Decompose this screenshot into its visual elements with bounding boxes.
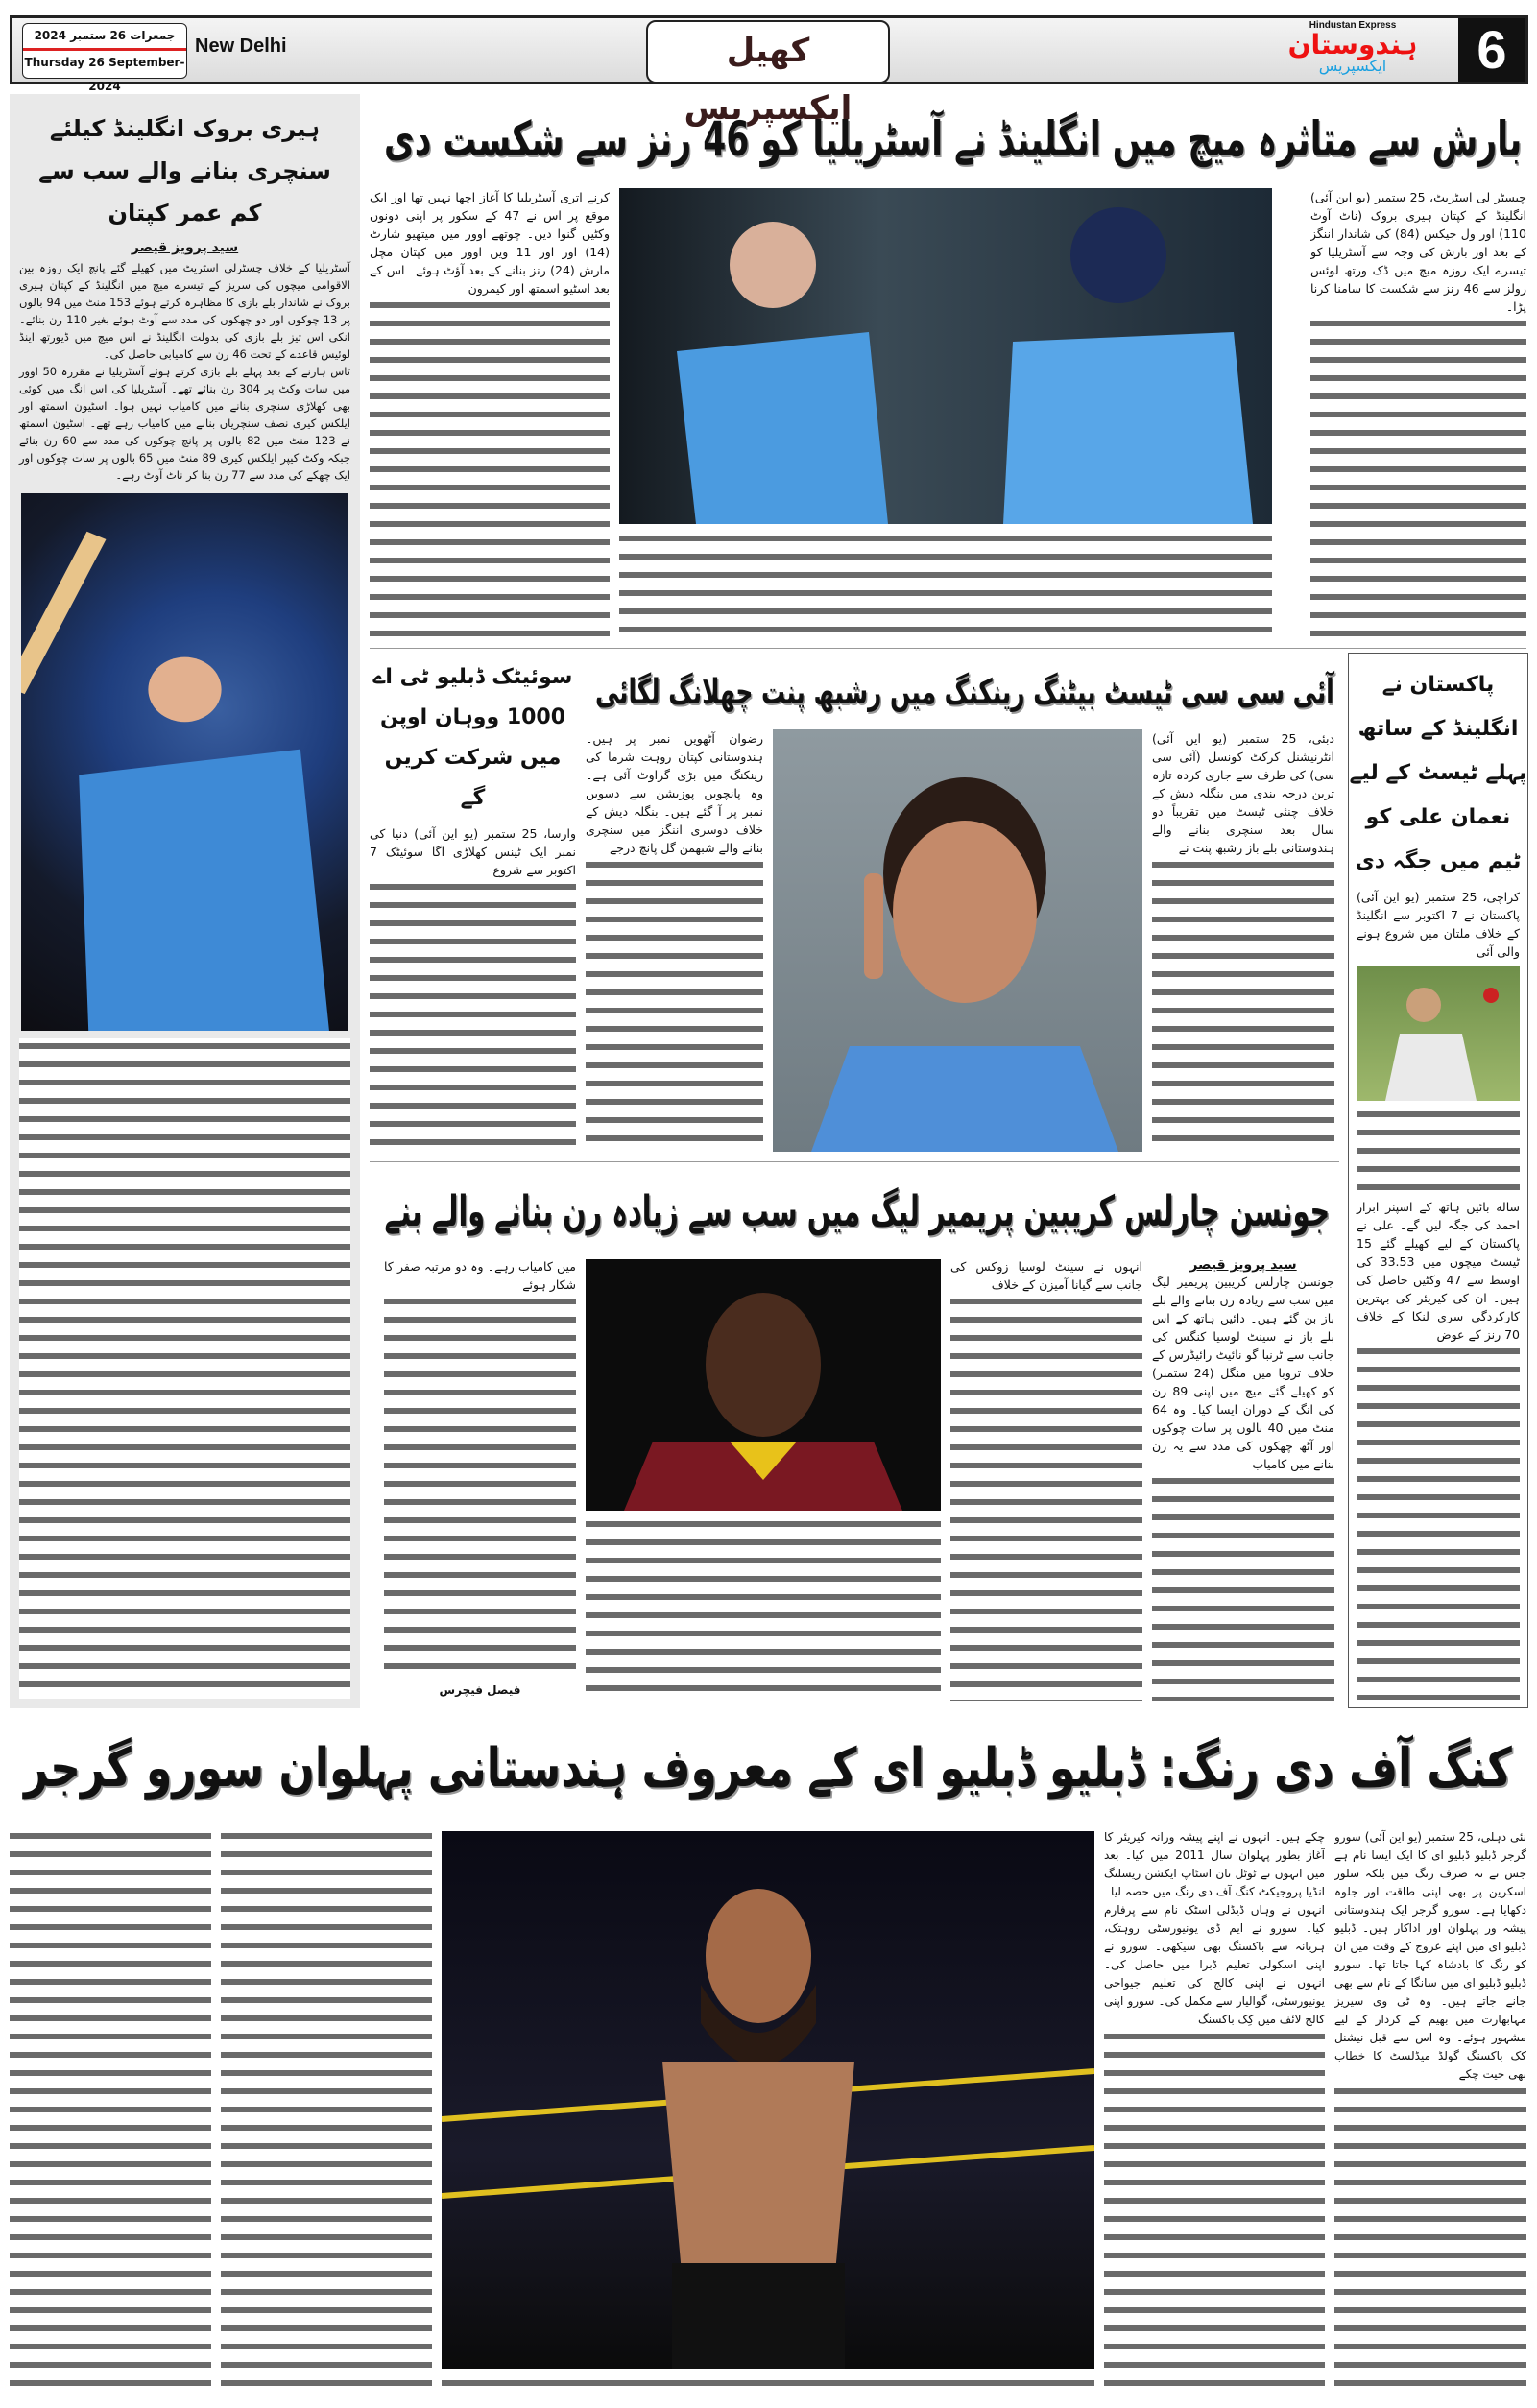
page-number: 6	[1458, 18, 1525, 82]
johnson-charles-col2	[950, 1257, 1142, 1701]
johnson-charles-headline	[379, 1173, 1334, 1250]
icc-ranking-lead: دبئی، 25 ستمبر (یو این آئی) انٹرنیشنل کرکٹ کونسل (آئی سی سی) کی طرف سے جاری کردہ تازہ ترین درجہ بندی میں بنگلہ دیش کے خلاف چنئی ٹیسٹ میں تقریباً دو سال بعد سنچری بنانے والے ہندوستانی بلے باز رشبھ پنت نے	[1152, 731, 1334, 855]
saurav-gurjar-photo	[442, 1831, 1094, 2369]
brook-photo	[21, 493, 348, 1031]
pakistan-text	[1357, 1107, 1520, 1198]
newspaper-logo	[1257, 20, 1449, 82]
main-match-col2	[370, 188, 610, 639]
swiatek-article	[370, 657, 576, 1155]
saurav-gurjar-text-col2-cont	[1104, 2029, 1325, 2396]
brook-para-1: آسٹریلیا کے خلاف چسٹرلی اسٹریٹ میں کھیلے گئے پانچ ایک روزہ بین الاقوامی میچوں کی سریز کے تیسرے میچ میں انگلینڈ کے کپتان ہیری بروک نے شاندار بلے بازی کا مظاہرہ کرتے ہوئے 153 منٹ میں 94 بالوں پر 13 چوکوں اور دو چھکوں کی مدد سے آوٹ ہوئے بغیر 110 رن بنائے۔ انکی اس تیز بلے بازی کی بدولت انگلینڈ نے اس میچ میں ڈیورتھ اینڈ لوئیس قاعدے کے تحت 46 رن سے کامیابی حاصل کی۔	[19, 261, 350, 361]
saurav-gurjar-text-col4	[10, 1828, 211, 2395]
logo-english: Hindustan Express	[1309, 20, 1397, 31]
masthead	[10, 15, 1528, 128]
main-match-text-under-photo	[619, 531, 1272, 638]
main-match-headline-text: بارش سے متاثرہ میچ میں انگلینڈ نے آسٹریلیا کو 46 رنز سے شکست دی	[383, 111, 1523, 167]
main-match-headline	[379, 96, 1526, 182]
bowler-illustration	[1357, 966, 1520, 1101]
johnson-charles-text-col1	[1152, 1473, 1334, 1701]
main-match-text-col1	[1310, 316, 1526, 639]
main-match-text-col2: کرنے اتری آسٹریلیا کا آغاز اچھا نہیں تھا اور ایک موقع پر اس نے 47 کے سکور پر اپنی دونوں وکٹیں گنوا دیں۔ چوتھے اوور میں میتھیو شارٹ (14) اور اور 11 ویں اوور میں کپتان مچل مارش (24) رنز بنانے کے بعد آؤٹ ہوئے۔ اس کے بعد اسٹیو اسمتھ اور کیمرون	[370, 190, 610, 296]
features-credit: فیصل فیچرس	[439, 1683, 521, 1697]
icc-ranking-text-col2-cont	[586, 857, 763, 1152]
pakistan-lead: کراچی، 25 ستمبر (یو این آئی) پاکستان نے 7 اکتوبر سے انگلینڈ کے خلاف ملتان میں شروع ہونے والی آئی	[1357, 890, 1520, 959]
rishabh-pant-photo	[773, 729, 1142, 1152]
swiatek-headline: سوئیٹک ڈبلیو ٹی اے 1000 ووہان اوپن میں شرکت کریں گے	[372, 665, 573, 810]
saurav-gurjar-text-col1-cont	[1334, 2084, 1526, 2396]
swiatek-text	[370, 879, 576, 1155]
logo-urdu-top: ہندوستان	[1287, 29, 1418, 60]
saurav-gurjar-headline	[19, 1720, 1517, 1816]
batsman-raising-bat-illustration	[21, 493, 348, 1031]
cricketer-portrait-illustration	[773, 729, 1142, 1152]
saurav-gurjar-col1	[1334, 1828, 1526, 2396]
saurav-gurjar-text-under-photo	[442, 2375, 1094, 2396]
main-match-lead: چیسٹر لی اسٹریٹ، 25 ستمبر (یو این آئی) انگلینڈ کے کپتان ہیری بروک (ناٹ آوٹ 110) اور ول جیکس (84) کی شاندار اننگز کے بعد اور بارش کی وجہ سے آسٹریلیا کو تیسرے ایک روزہ میچ میں ڈک ورتھ لوئس رولز سے 46 رنز سے شکست کا سامنا کرنا پڑا۔	[1310, 190, 1526, 314]
england-players-celebrating-illustration	[619, 188, 1272, 524]
brook-sidebar	[10, 94, 360, 1708]
johnson-charles-text-col3: میں کامیاب رہے۔ وہ دو مرتبہ صفر کا شکار ہوئے	[384, 1259, 576, 1292]
johnson-charles-col1	[1152, 1257, 1334, 1701]
pakistan-text-col2: ساله بائیں ہاتھ کے اسپنر ابرار احمد کی جگہ لیں گے۔ علی نے پاکستان کے لیے کھیلے گئے 15 ٹیسٹ میچوں میں 33.53 کی اوسط سے 47 وکٹیں حاصل کی ہیں۔ ان کی کیریئر کی بہترین کارکردگی سری لنکا کے خلاف 70 رنز کے عوض	[1357, 1200, 1521, 1342]
saurav-gurjar-text-col3	[221, 1828, 432, 2395]
date-urdu: جمعرات 26 ستمبر 2024	[23, 24, 186, 51]
icc-ranking-headline-text: آئی سی سی ٹیسٹ بیٹنگ رینکنگ میں رشبھ پنت چھلانگ لگائی	[595, 672, 1334, 712]
johnson-charles-text-under-photo	[586, 1516, 941, 1701]
johnson-charles-lead: جونسن چارلس کریبین پریمیر لیگ میں سب سے زیادہ رن بنانے والے بلے باز بن گئے ہیں۔ دائیں ہاتھ کے اس بلے باز نے سینٹ لوسیا کنگس کی جانب سے ٹرنبا گو نائیٹ رائیڈرس کے خلاف تروبا میں منگل (24 ستمبر) کو کھیلے گئے میچ میں اپنی 89 رن کی انگ کے دوران ایسا کیا۔ وہ 64 منٹ میں 40 بالوں پر سات چوکوں اور آٹھ چھکوں کی مدد سے یہ رن بنانے میں کامیاب	[1152, 1275, 1334, 1471]
main-match-col1	[1310, 188, 1526, 639]
johnson-charles-byline: سید پرویز قیصر	[1189, 1257, 1297, 1273]
swiatek-lead: وارسا، 25 ستمبر (یو این آئی) دنیا کی نمبر ایک ٹینس کھلاڑی اگا سوئیٹک 7 اکتوبر سے شروع	[370, 826, 576, 877]
brook-byline: سید پرویز قیصر	[131, 240, 239, 255]
main-match-photo	[619, 188, 1272, 524]
brook-continued-text	[19, 1038, 350, 1699]
divider	[370, 648, 1526, 649]
pakistan-headline: پاکستان نے انگلینڈ کے ساتھ پہلے ٹیسٹ کے لیے نعمان علی کو ٹیم میں جگہ دی	[1349, 673, 1527, 873]
date-box	[22, 23, 187, 93]
johnson-charles-text-col3-cont	[384, 1294, 576, 1678]
pakistan-box	[1348, 653, 1528, 1708]
brook-para-2: ٹاس ہارنے کے بعد پہلے بلے بازی کرتے ہوئے آسٹریلیا نے مقررہ 50 اوور میں سات وکٹ پر 304 رن بنائے تھے۔ آسٹریلیا کی اس انگ میں کوئی بھی کھلاڑی سنچری بنانے میں کامیاب نہیں ہوا۔ اسٹیون اسمتھ اور ایلکس کیری نصف سنچریاں بنانے میں کامیاب رہے تھے۔ اسٹیون اسمتھ نے 123 منٹ میں 82 بالوں پر پانچ چوکوں کی مدد سے 60 رن بنائے جبکہ وکٹ کیپر ایلکس کیری 89 منٹ میں 65 بالوں پر سات چوکوں اور ایک چھکے کی مدد سے 77 رن بنا کر ناٹ آوٹ رہے۔	[19, 365, 351, 482]
cricketer-portrait-illustration	[586, 1259, 941, 1511]
main-match-text-col2-cont	[370, 298, 610, 639]
logo-urdu-bottom: ایکسپریس	[1318, 57, 1387, 75]
saurav-gurjar-text-col2: چکے ہیں۔ انہوں نے اپنے پیشہ ورانہ کیریئر کا آغاز بطور پہلوان سال 2011 میں کیا۔ بعد میں انہوں نے ٹوٹل نان اسٹاپ ایکشن ریسلنگ انڈیا پروجیکٹ کنگ آف دی رنگ میں حصہ لیا۔ انہوں نے وہاں ڈیڈلی اسٹک نام سے پرفارم کیا۔ سورو نے ایم ڈی یونیورسٹی روہتک، ہریانہ سے باکسنگ بھی سیکھی۔ سورو نے اپنی اسکولی تعلیم ڈبرا میں حاصل کی۔ انہوں نے اپنی کالج کی تعلیم جیواجی یونیورسٹی، گوالیار سے مکمل کی۔ سورو اپنی کالج لائف میں کِک باکسنگ	[1104, 1830, 1325, 2026]
icc-ranking-text-col2: رضوان آٹھویں نمبر پر ہیں۔ ہندوستانی کپتان روہت شرما کی رینکنگ میں بڑی گراوٹ آئی ہے۔ وہ پانچویں پوزیشن سے دسویں نمبر پر آ گئے ہیں۔ بنگلہ دیش کے خلاف دوسری اننگز میں سنچری بنانے والے شبھمن گل پانچ درجے	[586, 731, 763, 855]
johnson-charles-text-col2: انہوں نے سینٹ لوسیا زوکس کی جانب سے گیانا آمیزن کے خلاف	[950, 1259, 1142, 1292]
johnson-charles-photo	[586, 1259, 941, 1511]
saurav-gurjar-headline-text: کنگ آف دی رنگ: ڈبلیو ڈبلیو ای کے معروف ہندستانی پہلوان سورو گرجر	[24, 1736, 1512, 1800]
johnson-charles-headline-text: جونسن چارلس کریبین پریمیر لیگ میں سب سے زیادہ رن بنانے والے بنے	[384, 1186, 1330, 1236]
wrestler-in-ring-illustration	[442, 1831, 1094, 2369]
icc-ranking-text-col1	[1152, 857, 1334, 1152]
saurav-gurjar-col2	[1104, 1828, 1325, 2396]
noman-ali-photo	[1357, 966, 1520, 1101]
icc-ranking-col2	[586, 729, 763, 1152]
icc-ranking-headline	[590, 662, 1339, 722]
saurav-gurjar-lead: نئی دہلی، 25 ستمبر (یو این آئی) سورو گرجر ڈبلیو ڈبلیو ای کا ایک ایسا نام ہے جس نے نہ صرف رنگ میں بلکہ سلور اسکرین پر بھی اپنی طاقت اور جلوہ دکھایا ہے۔ سورو گرجر ایک ہندوستانی پیشہ ور پہلوان اور اداکار ہیں۔ ڈبلیو ڈبلیو ای میں اپنے عروج کے وقت میں ان کو رنگ کا بادشاہ کہا جاتا تھا۔ سورو ڈبلیو ڈبلیو ای میں سانگا کے نام سے بھی جانے جاتے ہیں۔ وہ ٹی وی سیریز مہابھارت میں بھیم کے کردار کے لیے مشہور ہوئے۔ وہ اس سے قبل نیشنل کک باکسنگ گولڈ میڈلسٹ کا خطاب بھی جیت چکے	[1334, 1830, 1526, 2081]
johnson-charles-col3	[384, 1257, 576, 1678]
brook-headline: ہیری بروک انگلینڈ کیلئے سنچری بنانے والے سب سے کم عمر کپتان	[38, 115, 331, 226]
divider	[370, 1161, 1339, 1162]
section-title: کھیل ایکسپریس	[646, 20, 890, 83]
icc-ranking-col1	[1152, 729, 1334, 1152]
johnson-charles-text-col2-cont	[950, 1294, 1142, 1701]
city-label: New Delhi	[195, 36, 287, 57]
pakistan-text-cont	[1357, 1344, 1520, 1700]
date-english: Thursday 26 September-2024	[24, 56, 185, 93]
